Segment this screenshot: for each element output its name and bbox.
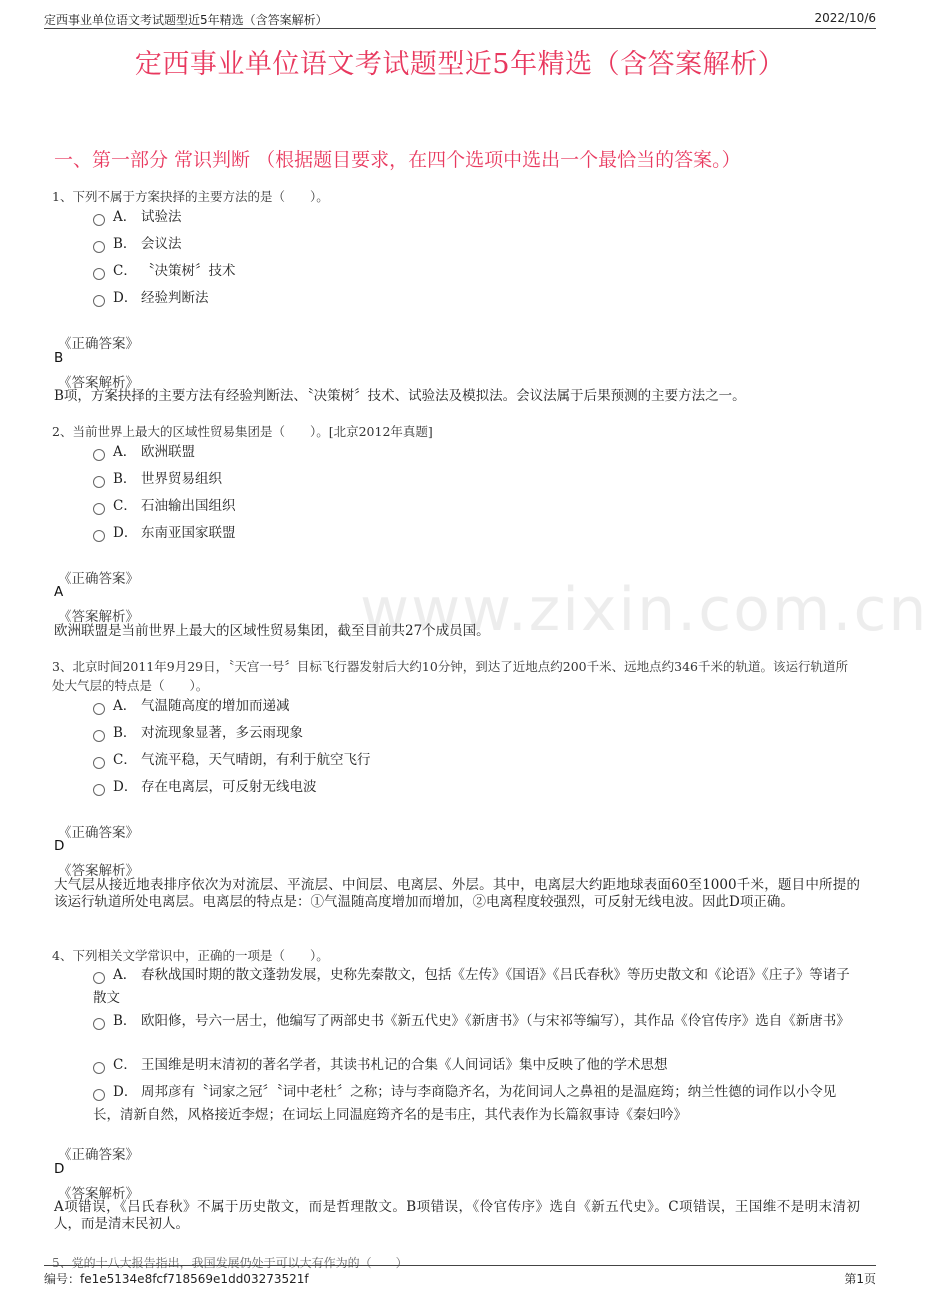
radio-icon[interactable] [93, 268, 105, 280]
question-1-text: 1、下列不属于方案抉择的主要方法的是（ ）。 [52, 189, 329, 204]
question-3-option-d[interactable]: D． 存在电离层，可反射无线电波 [93, 774, 860, 801]
radio-icon[interactable] [93, 972, 105, 984]
section-heading: 一、第一部分 常识判断 （根据题目要求，在四个选项中选出一个最恰当的答案。） [54, 149, 741, 171]
question-4-option-c[interactable]: C． 王国维是明末清初的著名学者，其读书札记的合集《人间词话》集中反映了他的学术思想 [93, 1054, 860, 1077]
radio-icon[interactable] [93, 757, 105, 769]
question-2-explanation: 欧洲联盟是当前世界上最大的区域性贸易集团，截至目前共27个成员国。 [54, 623, 490, 639]
page-title: 定西事业单位语文考试题型近5年精选（含答案解析） [134, 49, 786, 80]
question-3-text: 3、北京时间2011年9月29日，〝天宫一号〞目标飞行器发射后大约10分钟，到达了近地点约200千米、远地点约346千米的轨道。该运行轨道所处大气层的特点是（ ）。 [52, 659, 848, 693]
explanation-label: 《答案解析》 [58, 609, 139, 625]
header-date: 2022/10/6 [814, 11, 876, 25]
header-doc-title: 定西事业单位语文考试题型近5年精选（含答案解析） [44, 13, 328, 27]
radio-icon[interactable] [93, 503, 105, 515]
footer-page-number: 第1页 [844, 1272, 876, 1286]
radio-icon[interactable] [93, 295, 105, 307]
question-1-explanation: B项，方案抉择的主要方法有经验判断法、〝决策树〞技术、试验法及模拟法。会议法属于后果预测的主要方法之一。 [54, 388, 746, 404]
page-footer [44, 1265, 876, 1286]
question-2-answer: A [54, 584, 64, 600]
question-3-option-b[interactable]: B． 对流现象显著，多云雨现象 [93, 720, 860, 747]
question-1-option-c[interactable]: C． 〝决策树〞技术 [93, 258, 860, 285]
question-4-answer: D [54, 1161, 65, 1177]
radio-icon[interactable] [93, 784, 105, 796]
radio-icon[interactable] [93, 449, 105, 461]
explanation-label: 《答案解析》 [58, 863, 139, 879]
radio-icon[interactable] [93, 241, 105, 253]
question-1-option-b[interactable]: B． 会议法 [93, 231, 860, 258]
radio-icon[interactable] [93, 530, 105, 542]
question-2-option-b[interactable]: B． 世界贸易组织 [93, 466, 860, 493]
question-1-answer: B [54, 350, 64, 366]
answer-label: 《正确答案》 [58, 1147, 139, 1163]
question-4-explanation: A项错误，《吕氏春秋》不属于历史散文，而是哲理散文。B项错误，《伶官传序》选自《新五代史》。C项错误，王国维不是明末清初人，而是清末民初人。 [54, 1199, 860, 1232]
radio-icon[interactable] [93, 1062, 105, 1074]
question-2-text: 2、当前世界上最大的区域性贸易集团是（ ）。[北京2012年真题] [52, 424, 433, 439]
question-3-option-a[interactable]: A． 气温随高度的增加而递减 [93, 693, 860, 720]
question-3-answer: D [54, 838, 65, 854]
question-3-option-c[interactable]: C． 气流平稳，天气晴朗，有利于航空飞行 [93, 747, 860, 774]
radio-icon[interactable] [93, 214, 105, 226]
page-header [44, 8, 876, 29]
watermark: www.zixin.com.cn [360, 575, 928, 645]
radio-icon[interactable] [93, 476, 105, 488]
question-1-option-d[interactable]: D． 经验判断法 [93, 285, 860, 312]
radio-icon[interactable] [93, 1089, 105, 1101]
answer-label: 《正确答案》 [58, 336, 139, 352]
radio-icon[interactable] [93, 730, 105, 742]
question-3-explanation: 大气层从接近地表排序依次为对流层、平流层、中间层、电离层、外层。其中，电离层大约距地球表面60至1000千米，题目中所提的该运行轨道所处电离层。电离层的特点是：①气温随高度增加而增加，②电离程度较强烈，可反射无线电波。因此D项正确。 [54, 877, 860, 910]
explanation-label: 《答案解析》 [58, 1186, 139, 1202]
radio-icon[interactable] [93, 1018, 105, 1030]
question-5-partial: 5、党的十八大报告指出，我国发展仍处于可以大有作为的（ ） [52, 1256, 408, 1270]
answer-label: 《正确答案》 [58, 571, 139, 587]
question-2-option-c[interactable]: C． 石油输出国组织 [93, 493, 860, 520]
question-4-option-d[interactable]: D． 周邦彦有〝词家之冠〞〝词中老杜〞之称；诗与李商隐齐名，为花间词人之鼻祖的是温庭筠；纳兰性德的词作以小令见长，清新自然，风格接近李煜；在词坛上同温庭筠齐名的是韦庄，其代表作为长篇叙事诗《秦妇吟》 [93, 1084, 837, 1123]
question-2-option-d[interactable]: D． 东南亚国家联盟 [93, 520, 860, 547]
question-4-option-a[interactable]: A． 春秋战国时期的散文蓬勃发展，史称先秦散文，包括《左传》《国语》《吕氏春秋》等历史散文和《论语》《庄子》等诸子散文 [93, 967, 850, 1006]
question-4-text: 4、下列相关文学常识中，正确的一项是（ ）。 [52, 948, 329, 963]
question-4-option-b[interactable]: B． 欧阳修，号六一居士，他编写了两部史书《新五代史》《新唐书》（与宋祁等编写），其作品《伶官传序》选自《新唐书》 [93, 1010, 860, 1033]
question-1-option-a[interactable]: A． 试验法 [93, 204, 860, 231]
explanation-label: 《答案解析》 [58, 375, 139, 391]
footer-doc-id: 编号：fe1e5134e8fcf718569e1dd03273521f [44, 1272, 309, 1286]
radio-icon[interactable] [93, 703, 105, 715]
question-2-option-a[interactable]: A． 欧洲联盟 [93, 439, 860, 466]
answer-label: 《正确答案》 [58, 825, 139, 841]
